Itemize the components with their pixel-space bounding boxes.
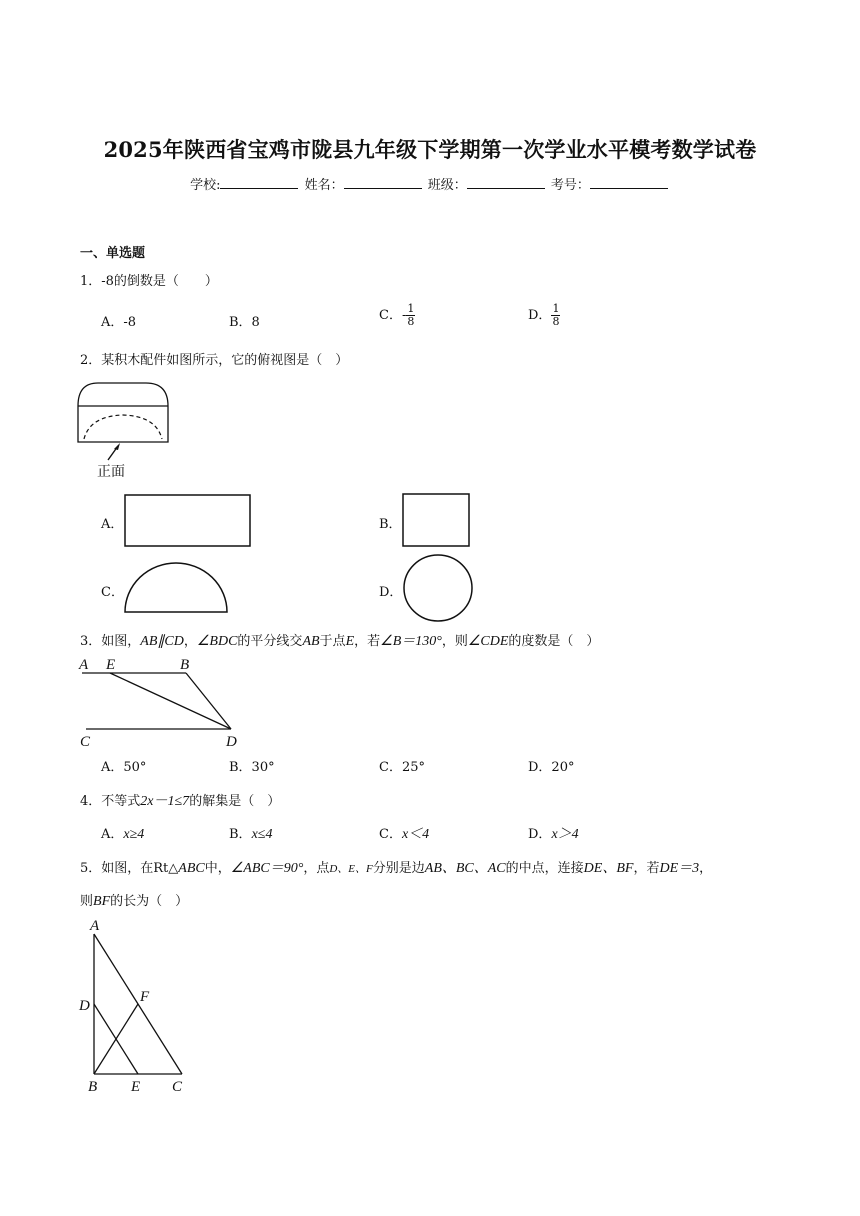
q1-option-b: B．8 [229,315,260,330]
q5-label-a: A [90,918,100,934]
name-blank[interactable] [344,176,422,189]
front-label: 正面 [97,464,125,480]
name-label: 姓名： [304,178,344,193]
q1-option-c: C．- $\frac{1}{8}$ [379,302,415,328]
q2-option-d-circle [402,553,476,623]
q2-option-a-rectangle [124,494,252,548]
q3-label-d: D [226,734,237,750]
q2-option-c: C． [101,585,124,600]
q1-option-a: A．-8 [101,315,137,330]
q1-option-d: D． $\frac{1}{8}$ [528,302,560,328]
student-info-line [0,174,860,193]
q5-stem-line1: 5．如图，在Rt△ABC中，∠ABC＝90°，点D、E、F分别是边AB、BC、AC的中点，连接DE、BF，若DE＝3， [80,861,713,876]
q3-label-a: A [79,657,89,673]
school-blank[interactable] [220,176,298,189]
exam-number-label: 考号： [550,178,590,193]
q2-option-d: D． [379,585,403,600]
school-label: 学校: [190,178,221,193]
q4-option-b: B．x≤4 [229,827,273,842]
q3-figure [76,654,251,750]
q3-option-a: A．50° [101,760,147,775]
page-title: 2025年陕西省宝鸡市陇县九年级下学期第一次学业水平模考数学试卷 [103,137,757,162]
q3-label-c: C [80,734,91,750]
q5-figure [76,914,196,1096]
q5-label-f: F [140,989,150,1005]
q4-stem: 4．不等式2x－1≤7的解集是（ ） [80,794,281,809]
q3-option-d: D．20° [528,760,575,775]
section-heading: 一、单选题 [80,246,146,261]
q5-label-e: E [131,1079,141,1095]
q2-figure [76,380,172,480]
q2-stem: 2．某积木配件如图所示，它的俯视图是（ ） [80,353,349,368]
q3-label-e: E [106,657,116,673]
class-blank[interactable] [467,176,545,189]
q3-option-c: C．25° [379,760,425,775]
q4-option-d: D．x＞4 [528,827,579,842]
q3-label-b: B [180,657,190,673]
q5-label-c: C [172,1079,183,1095]
q2-option-b-rectangle [402,493,472,549]
q3-stem: 3．如图，AB∥CD，∠BDC的平分线交AB于点E，若∠B＝130°，则∠CDE的度数是（ ） [80,634,600,649]
q5-label-b: B [88,1079,98,1095]
q4-option-c: C．x＜4 [379,827,430,842]
q1-stem: 1．-8的倒数是（ ） [80,274,218,289]
q2-option-c-semicircle [123,561,229,615]
q4-option-a: A．x≥4 [101,827,145,842]
q5-label-d: D [79,998,90,1014]
q2-option-a: A． [101,517,124,532]
q3-option-b: B．30° [229,760,275,775]
q2-option-b: B． [379,517,402,532]
q5-stem-line2: 则BF的长为（ ） [80,894,189,909]
class-label: 班级： [427,178,467,193]
exam-number-blank[interactable] [590,176,668,189]
